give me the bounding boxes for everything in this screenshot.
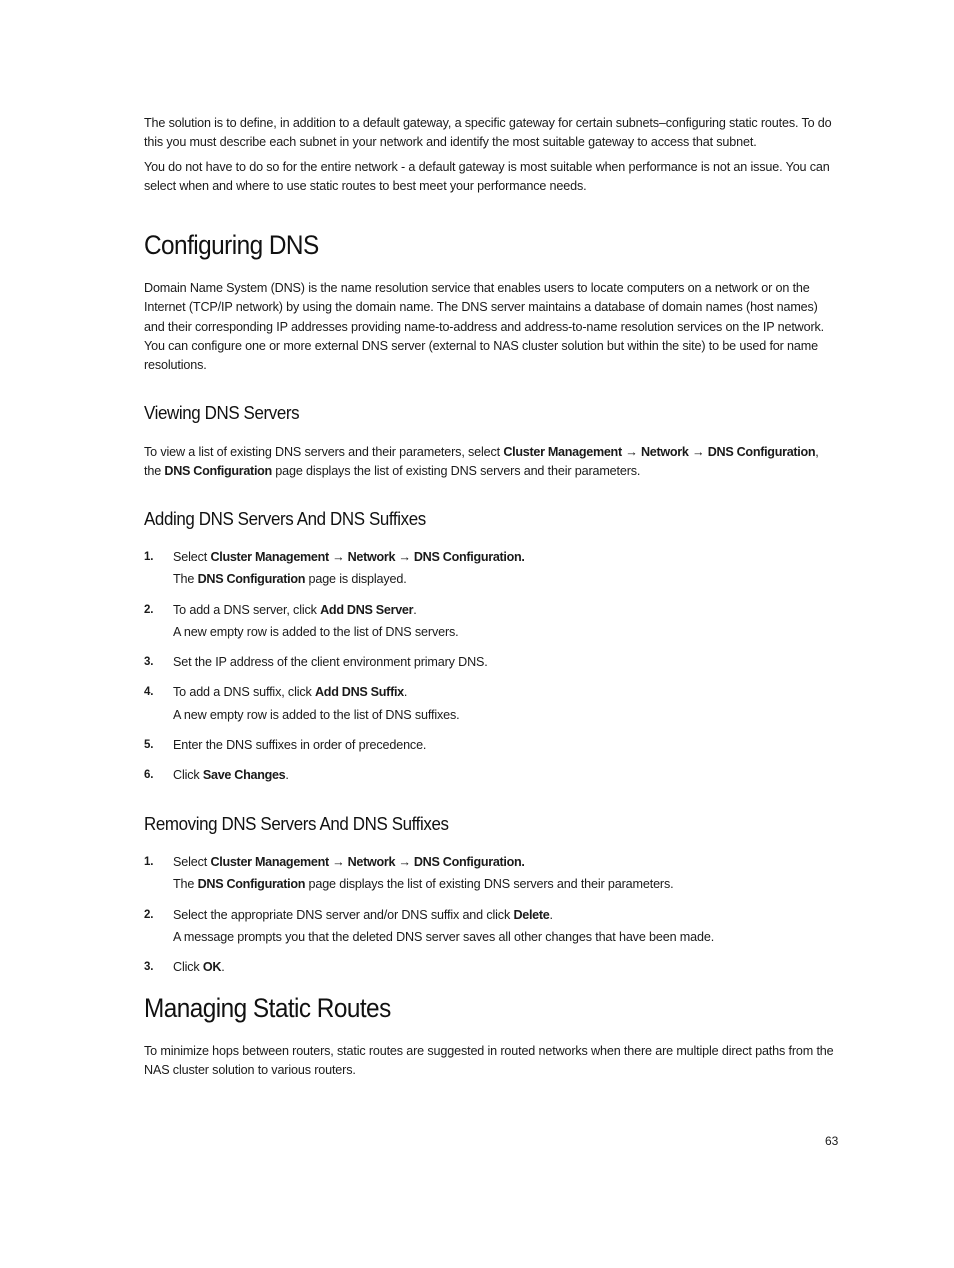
step-result: A message prompts you that the deleted DNS server saves all other changes that have been made.	[173, 929, 715, 944]
page-number: 63	[825, 1134, 839, 1148]
step-number: 3.	[144, 656, 154, 669]
menu-path-network: Network	[641, 445, 689, 459]
result-text-end: page displays the list of existing DNS servers and their parameters.	[305, 877, 674, 892]
intro-section	[144, 114, 836, 201]
step-number: 1.	[144, 551, 154, 563]
step-bold: Add DNS Server	[320, 602, 414, 617]
result-bold: DNS Configuration	[197, 572, 306, 587]
step-text-end: .	[221, 960, 225, 975]
arrow-1: →	[621, 445, 641, 459]
adding-step-5	[144, 736, 836, 755]
static-routes-body-wrap	[144, 1042, 836, 1086]
removing-steps-list	[144, 853, 836, 977]
adding-step-4	[144, 683, 836, 725]
step-text-end: .	[403, 685, 408, 700]
adding-step-3	[144, 653, 836, 672]
step-number: 5.	[144, 739, 154, 752]
removing-heading-wrap	[144, 814, 836, 835]
step-result: A new empty row is added to the list of DNS suffixes.	[173, 707, 460, 722]
step-text: To add a DNS suffix, click	[173, 685, 316, 700]
step-text-end: .	[549, 907, 553, 922]
intro-paragraph-2: You do not have to do so for the entire network - a default gateway is most suitable when performance is not an issue. You can select when and where to use static routes to best meet your performance needs.	[144, 159, 830, 193]
step-number: 2.	[144, 908, 154, 921]
result-bold: DNS Configuration	[197, 877, 306, 892]
adding-steps-list	[144, 548, 836, 786]
step-number: 1.	[144, 856, 154, 868]
step-number: 4.	[144, 686, 154, 699]
step-result	[173, 570, 836, 589]
removing-step-2	[144, 906, 836, 948]
result-text: The	[173, 877, 198, 892]
adding-step-2	[144, 601, 836, 643]
step-text-end: .	[285, 768, 289, 783]
step-number: 6.	[144, 769, 154, 782]
step-text: Click	[173, 960, 203, 975]
step-text: Enter the DNS suffixes in order of precedence.	[173, 738, 427, 753]
viewing-heading-wrap	[144, 403, 836, 424]
step-number: 3.	[144, 961, 154, 974]
step-text: To add a DNS server, click	[173, 602, 321, 617]
step-bold: Save Changes	[202, 768, 286, 783]
configuring-dns-heading: Configuring DNS	[144, 230, 319, 260]
removing-step-3	[144, 958, 836, 977]
step-number: 2.	[144, 603, 154, 616]
step-bold: Cluster Management → Network → DNS Configuration.	[210, 550, 525, 564]
viewing-body-wrap	[144, 443, 836, 487]
step-bold: Add DNS Suffix	[315, 685, 404, 700]
configuring-dns-section	[144, 230, 836, 261]
adding-step-1	[144, 548, 836, 590]
step-result	[173, 875, 836, 894]
configuring-dns-body-wrap	[144, 279, 836, 380]
adding-step-6	[144, 766, 836, 785]
result-text-end: page is displayed.	[305, 572, 407, 587]
viewing-text-1: To view a list of existing DNS servers and their parameters, select	[144, 445, 504, 459]
step-text: Select	[173, 550, 211, 564]
menu-path-cluster-management: Cluster Management	[503, 445, 622, 459]
managing-static-routes-heading: Managing Static Routes	[144, 993, 391, 1023]
adding-dns-heading: Adding DNS Servers And DNS Suffixes	[144, 509, 426, 529]
step-bold: OK	[202, 960, 222, 975]
menu-path-dns-configuration: DNS Configuration	[707, 445, 816, 459]
viewing-text-3: page displays the list of existing DNS servers and their parameters.	[271, 464, 641, 479]
step-bold: Cluster Management → Network → DNS Configuration.	[210, 855, 525, 869]
step-text-end: .	[413, 602, 417, 617]
removing-step-1	[144, 853, 836, 895]
result-text: The	[173, 572, 198, 587]
step-text: Set the IP address of the client environment primary DNS.	[173, 655, 488, 670]
intro-paragraph-1: The solution is to define, in addition to a default gateway, a specific gateway for certain subnets–configuring static routes. To do this you must describe each subnet in your network and identify the most suitable gateway to access that subnet.	[144, 116, 832, 150]
viewing-dns-paragraph	[144, 443, 836, 482]
static-routes-heading-wrap	[144, 993, 836, 1024]
removing-dns-heading: Removing DNS Servers And DNS Suffixes	[144, 814, 449, 834]
step-result: A new empty row is added to the list of DNS servers.	[173, 624, 459, 639]
step-bold: Delete	[513, 907, 550, 922]
step-text: Select	[173, 855, 211, 869]
adding-heading-wrap	[144, 509, 836, 530]
viewing-dns-servers-heading: Viewing DNS Servers	[144, 403, 300, 423]
static-routes-paragraph: To minimize hops between routers, static routes are suggested in routed networks when there are multiple direct paths from the NAS cluster solution to various routers.	[144, 1044, 834, 1078]
step-text: Click	[173, 768, 203, 783]
configuring-dns-paragraph: Domain Name System (DNS) is the name resolution service that enables users to locate computers on a network or on the Internet (TCP/IP network) by using the domain name. The DNS server maintains a database of domain names (host names) and their corresponding IP addresses providing name-to-address and address-to-name resolution services on the IP network. You can configure one or more external DNS server (external to NAS cluster solution but within the site) to be used for name resolutions.	[144, 281, 825, 373]
viewing-text-2: , the	[144, 445, 819, 479]
arrow-2: →	[688, 445, 708, 459]
step-text: Select the appropriate DNS server and/or DNS suffix and click	[173, 907, 514, 922]
dns-configuration-page-name: DNS Configuration	[164, 464, 272, 479]
